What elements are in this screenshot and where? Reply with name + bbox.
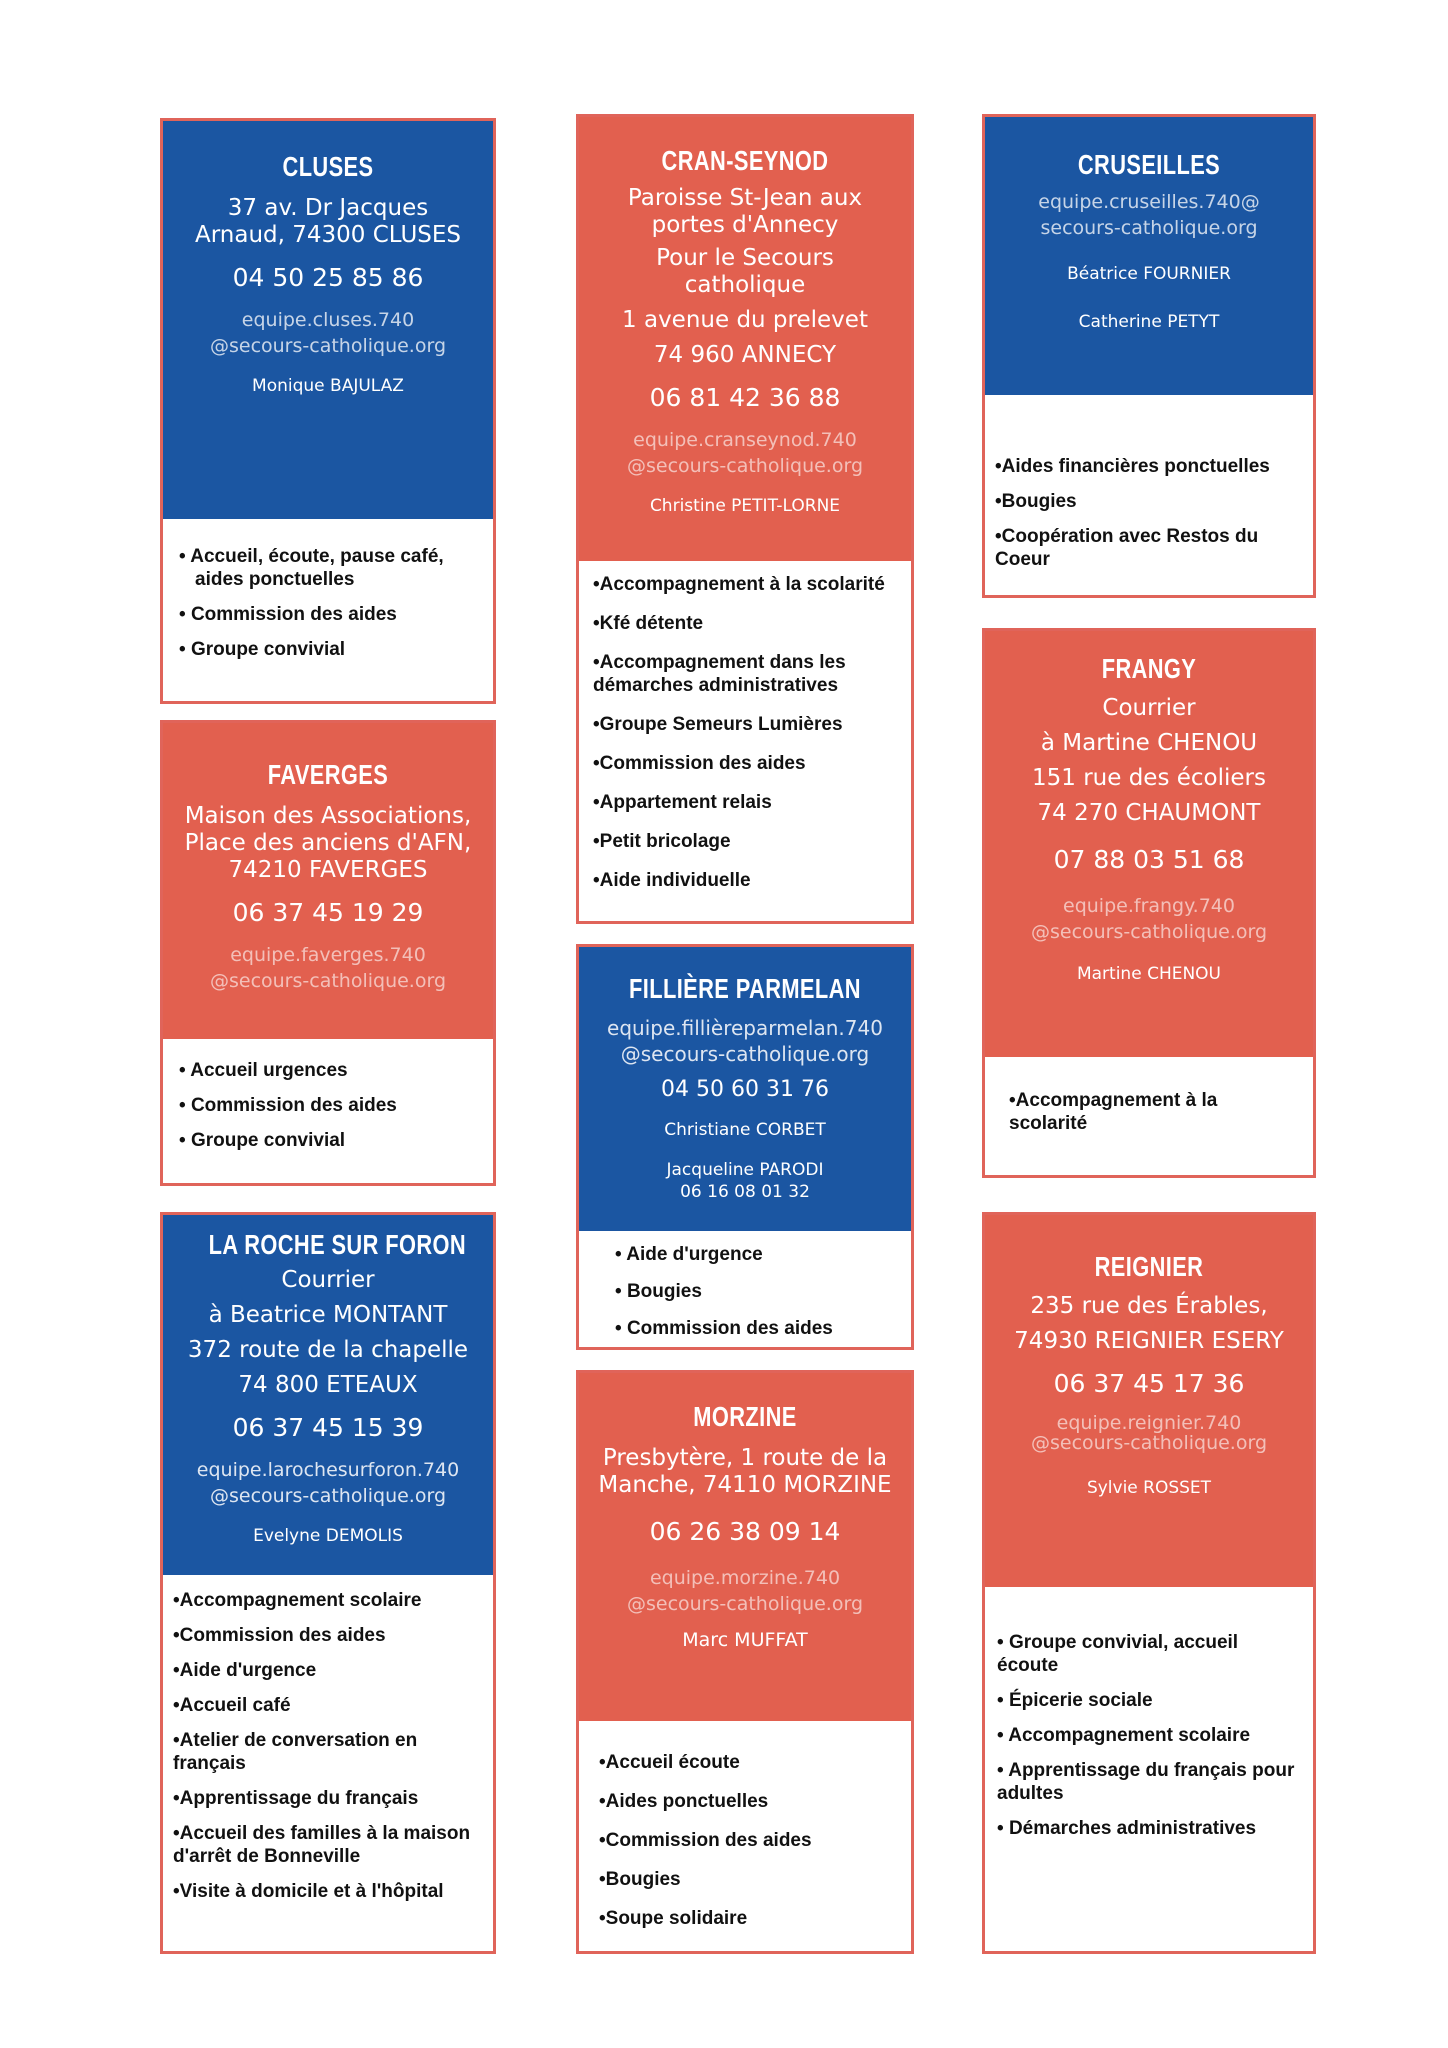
card-title: LA ROCHE SUR FORON — [208, 1229, 467, 1260]
service-item: • Commission des aides — [599, 1829, 897, 1852]
address-line: 74 800 ETEAUX — [238, 1372, 418, 1398]
service-item: • Aides financières ponctuelles — [995, 455, 1303, 478]
card-cran-seynod-services — [579, 561, 911, 921]
card-title: MORZINE — [693, 1401, 797, 1432]
contact-name: Monique BAJULAZ — [252, 376, 404, 396]
service-item: • Commission des aides — [177, 603, 479, 626]
phone-number: 04 50 60 31 76 — [661, 1077, 829, 1102]
service-item: • Accueil écoute — [599, 1751, 897, 1774]
service-item: • Aide individuelle — [593, 869, 897, 892]
service-item: • Bougies — [613, 1280, 887, 1303]
address-line: Arnaud, 74300 CLUSES — [194, 222, 462, 248]
service-item: • Aide d'urgence — [613, 1243, 887, 1266]
service-item: • Atelier de conversation en français — [173, 1729, 483, 1775]
card-la-roche-sur-foron — [160, 1212, 496, 1954]
address-line: 1 avenue du prelevet — [622, 307, 868, 333]
service-item: • Commission des aides — [177, 1094, 479, 1117]
card-title: FAVERGES — [267, 759, 389, 790]
service-item: • Accompagnement scolaire — [173, 1589, 483, 1612]
card-title: CRUSEILLES — [1077, 149, 1221, 180]
service-item: • Groupe convivial, accueil écoute — [997, 1631, 1301, 1677]
address-line: à Beatrice MONTANT — [208, 1302, 448, 1328]
address-line: Manche, 74110 MORZINE — [598, 1472, 892, 1498]
card-reignier-header — [985, 1215, 1313, 1587]
address-line: 151 rue des écoliers — [1032, 765, 1266, 791]
card-cluses-services — [163, 519, 493, 701]
phone-number: 06 37 45 17 36 — [1053, 1369, 1245, 1398]
service-item: • Aide d'urgence — [173, 1659, 483, 1682]
email-address[interactable]: equipe.frangy.740 @secours-catholique.org — [1030, 895, 1268, 943]
phone-number: 06 26 38 09 14 — [649, 1517, 841, 1546]
card-filliere-parmelan — [576, 944, 914, 1350]
email-address[interactable]: equipe.cruseilles.740@ secours-catholique.org — [1038, 191, 1260, 239]
service-item: • Accueil, écoute, pause café, aides ponctuelles — [177, 545, 479, 591]
service-item: • Accueil café — [173, 1694, 483, 1717]
phone-number: 06 37 45 19 29 — [232, 898, 424, 927]
card-frangy-header — [985, 631, 1313, 1057]
card-cruseilles-header — [985, 117, 1313, 395]
contact-name: Sylvie ROSSET — [1086, 1478, 1212, 1498]
service-item: • Coopération avec Restos du Coeur — [995, 525, 1303, 571]
address-line: Maison des Associations, — [184, 803, 472, 829]
address-line: portes d'Annecy — [651, 212, 839, 238]
card-la-roche-services — [163, 1575, 493, 1951]
service-item: • Accueil des familles à la maison d'arrêt de Bonneville — [173, 1822, 483, 1868]
service-item: • Aides ponctuelles — [599, 1790, 897, 1813]
service-item: • Petit bricolage — [593, 830, 897, 853]
card-title: FRANGY — [1101, 653, 1197, 684]
card-reignier-services — [985, 1587, 1313, 1951]
service-item: • Accompagnement scolaire — [997, 1724, 1301, 1747]
address-line: 37 av. Dr Jacques — [227, 195, 429, 221]
phone-number: 07 88 03 51 68 — [1053, 845, 1245, 874]
email-address[interactable]: equipe.larochesurforon.740 @secours-catholique.org — [196, 1459, 460, 1507]
card-la-roche-header — [163, 1215, 493, 1575]
address-line: catholique — [684, 272, 806, 298]
card-cluses-header — [163, 121, 493, 519]
service-item: • Kfé détente — [593, 612, 897, 635]
contact-name: Evelyne DEMOLIS — [253, 1526, 403, 1546]
address-line: 235 rue des Érables, — [1030, 1293, 1268, 1319]
card-frangy-services — [985, 1057, 1313, 1175]
email-address[interactable]: equipe.morzine.740 @secours-catholique.org — [626, 1567, 864, 1615]
service-item: • Commission des aides — [613, 1317, 887, 1340]
card-title: CLUSES — [282, 151, 374, 182]
phone-number: 04 50 25 85 86 — [232, 263, 424, 292]
card-cruseilles — [982, 114, 1316, 598]
contact-name: Christiane CORBET — [664, 1120, 826, 1140]
email-address[interactable]: equipe.reignier.740 @secours-catholique.org — [1030, 1412, 1268, 1454]
address-line: Place des anciens d'AFN, — [184, 830, 472, 856]
phone-number: 06 81 42 36 88 — [649, 383, 841, 412]
service-item: • Accueil urgences — [177, 1059, 479, 1082]
service-item: • Soupe solidaire — [599, 1907, 897, 1930]
card-frangy — [982, 628, 1316, 1178]
card-title: CRAN-SEYNOD — [661, 145, 829, 176]
address-line: 74 960 ANNECY — [653, 342, 837, 368]
service-item: • Appartement relais — [593, 791, 897, 814]
card-morzine — [576, 1370, 914, 1954]
service-item: • Groupe convivial — [177, 1129, 479, 1152]
service-item: • Apprentissage du français — [173, 1787, 483, 1810]
address-line: Courrier — [281, 1267, 375, 1293]
card-title: FILLIÈRE PARMELAN — [629, 973, 861, 1004]
address-line: 74 270 CHAUMONT — [1037, 800, 1261, 826]
contact-name: Jacqueline PARODI — [666, 1160, 824, 1180]
card-faverges-services — [163, 1039, 493, 1183]
address-line: Courrier — [1102, 695, 1196, 721]
card-filliere-services — [579, 1231, 911, 1350]
service-item: • Visite à domicile et à l'hôpital — [173, 1880, 483, 1903]
service-item: • Bougies — [599, 1868, 897, 1891]
contact-name: Catherine PETYT — [1078, 312, 1220, 332]
address-line: Presbytère, 1 route de la — [602, 1445, 888, 1471]
card-morzine-header — [579, 1373, 911, 1721]
card-cluses — [160, 118, 496, 704]
card-cruseilles-services — [985, 395, 1313, 595]
service-item: • Commission des aides — [593, 752, 897, 775]
email-address[interactable]: equipe.cranseynod.740 @secours-catholique.org — [626, 429, 864, 477]
service-item: • Bougies — [995, 490, 1303, 513]
card-reignier — [982, 1212, 1316, 1954]
address-line: 74930 REIGNIER ESERY — [1014, 1328, 1284, 1354]
service-item: • Épicerie sociale — [997, 1689, 1301, 1712]
card-faverges-header — [163, 723, 493, 1039]
service-item: • Accompagnement à la scolarité — [1009, 1089, 1299, 1135]
card-morzine-services — [579, 1721, 911, 1951]
service-item: • Accompagnement à la scolarité — [593, 573, 897, 596]
contact-name: Christine PETIT-LORNE — [649, 496, 841, 516]
email-address[interactable]: equipe.fillièreparmelan.740 @secours-catholique.org — [607, 1016, 883, 1066]
card-cran-seynod — [576, 114, 914, 924]
contact-name: Marc MUFFAT — [682, 1629, 808, 1651]
card-cran-seynod-header — [579, 117, 911, 561]
email-address[interactable]: equipe.cluses.740 @secours-catholique.org — [209, 309, 447, 357]
phone-number: 06 37 45 15 39 — [232, 1413, 424, 1442]
service-item: • Commission des aides — [173, 1624, 483, 1647]
address-line: à Martine CHENOU — [1040, 730, 1258, 756]
service-item: • Démarches administratives — [997, 1817, 1301, 1840]
service-item: • Accompagnement dans les démarches administratives — [593, 651, 897, 697]
card-title: REIGNIER — [1094, 1251, 1204, 1282]
service-item: • Apprentissage du français pour adultes — [997, 1759, 1301, 1805]
card-filliere-header — [579, 947, 911, 1231]
service-item: • Groupe Semeurs Lumières — [593, 713, 897, 736]
address-line: Pour le Secours — [656, 245, 834, 271]
email-address[interactable]: equipe.faverges.740 @secours-catholique.org — [209, 944, 447, 992]
card-faverges — [160, 720, 496, 1186]
address-line: 74210 FAVERGES — [228, 857, 428, 883]
contact-name: Béatrice FOURNIER — [1067, 264, 1231, 284]
contact-name: Martine CHENOU — [1076, 964, 1222, 984]
address-line: Paroisse St-Jean aux — [627, 185, 863, 211]
address-line: 372 route de la chapelle — [187, 1337, 469, 1363]
contact-phone: 06 16 08 01 32 — [680, 1182, 810, 1202]
service-item: • Groupe convivial — [177, 638, 479, 661]
